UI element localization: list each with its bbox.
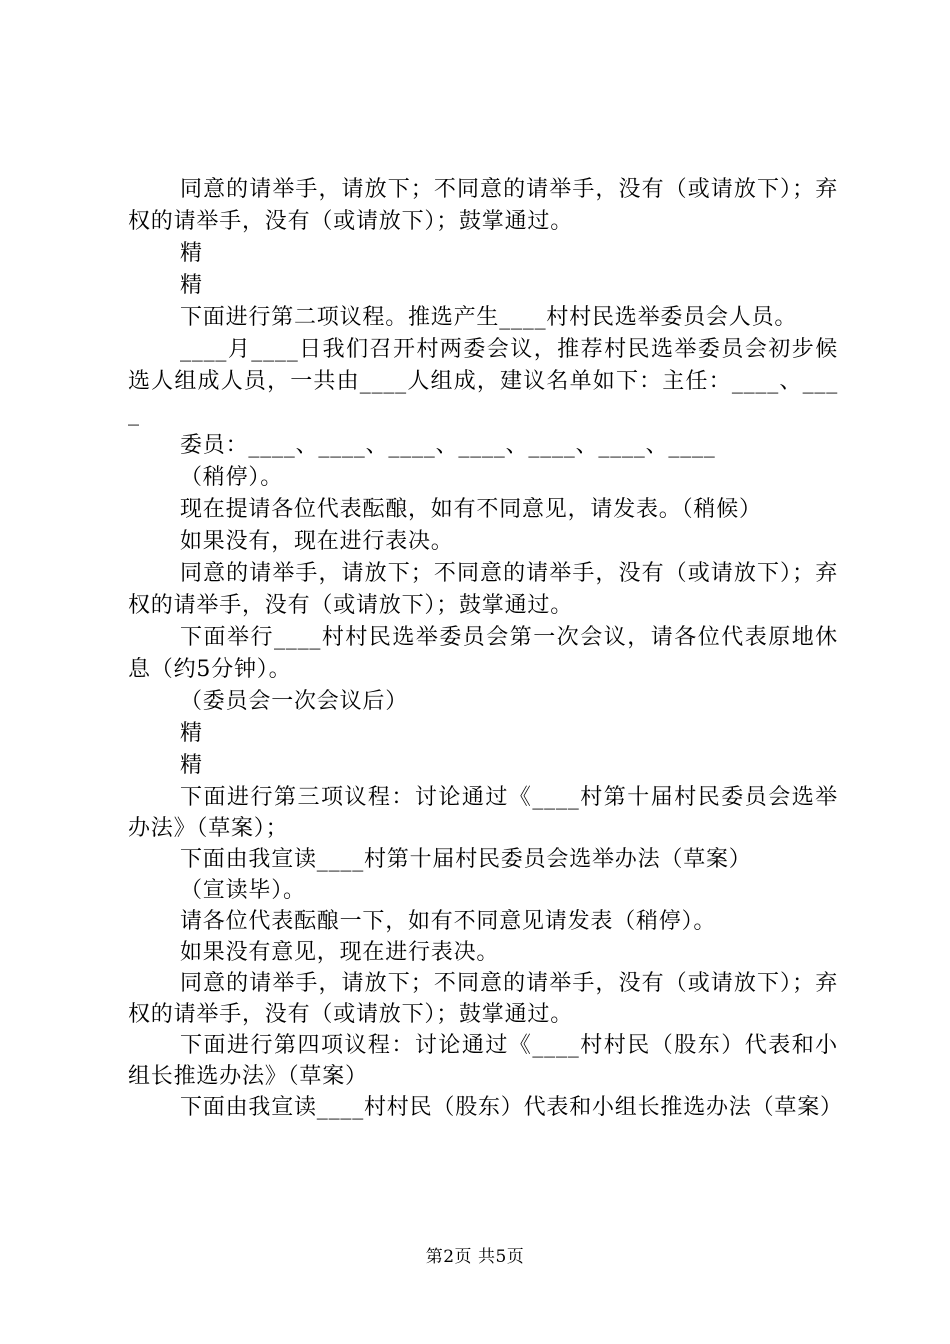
paragraph-agenda-4: 下面进行第四项议程：讨论通过《____村村民（股东）代表和小组长推选办法》（草案） (128, 1033, 838, 1089)
paragraph-agenda-3: 下面进行第三项议程：讨论通过《____村第十届村民委员会选举办法》（草案）； (128, 785, 838, 841)
page-number-footer: 第2页 共5页 (425, 1247, 525, 1267)
paragraph-read-election-rules: 下面由我宣读____村第十届村民委员会选举办法（草案） (180, 847, 752, 872)
paragraph-watermark-2: 精 (180, 273, 203, 298)
paragraph-committee-meeting: ____月____日我们召开村两委会议，推荐村民选举委员会初步候选人组成人员，一共由____人组成，建议名单如下：主任：____、____ (128, 337, 838, 426)
paragraph-vote-3: 同意的请举手，请放下；不同意的请举手，没有（或请放下）；弃权的请举手，没有（或请放下）；鼓掌通过。 (128, 971, 838, 1027)
paragraph-read-representative-rules: 下面由我宣读____村村民（股东）代表和小组长推选办法（草案） (180, 1095, 843, 1120)
paragraph-watermark-3: 精 (180, 721, 203, 746)
paragraph-proceed-vote-2: 如果没有意见，现在进行表决。 (180, 940, 500, 965)
paragraph-first-meeting: 下面举行____村村民选举委员会第一次会议，请各位代表原地休息（约5分钟）。 (128, 625, 838, 682)
paragraph-reading-done: （宣读毕）。 (180, 878, 306, 903)
paragraph-deliberate-1: 现在提请各位代表酝酿，如有不同意见，请发表。（稍候） (180, 497, 762, 522)
paragraph-vote-2: 同意的请举手，请放下；不同意的请举手，没有（或请放下）；弃权的请举手，没有（或请放下）；鼓掌通过。 (128, 561, 838, 618)
paragraph-watermark-4: 精 (180, 753, 203, 778)
document-body (128, 174, 843, 1123)
paragraph-pause-1: （稍停）。 (180, 465, 284, 490)
paragraph-deliberate-2: 请各位代表酝酿一下，如有不同意见请发表（稍停）。 (180, 909, 717, 934)
paragraph-watermark-1: 精 (180, 241, 203, 266)
paragraph-agenda-2: 下面进行第二项议程。推选产生____村村民选举委员会人员。 (180, 305, 798, 330)
paragraph-vote-1: 同意的请举手，请放下；不同意的请举手，没有（或请放下）；弃权的请举手，没有（或请放下）；鼓掌通过。 (128, 177, 838, 234)
paragraph-proceed-vote-1: 如果没有，现在进行表决。 (180, 529, 454, 554)
paragraph-after-meeting: （委员会一次会议后） (180, 689, 409, 714)
paragraph-committee-members: 委员：____、____、____、____、____、____、____ (180, 433, 716, 458)
